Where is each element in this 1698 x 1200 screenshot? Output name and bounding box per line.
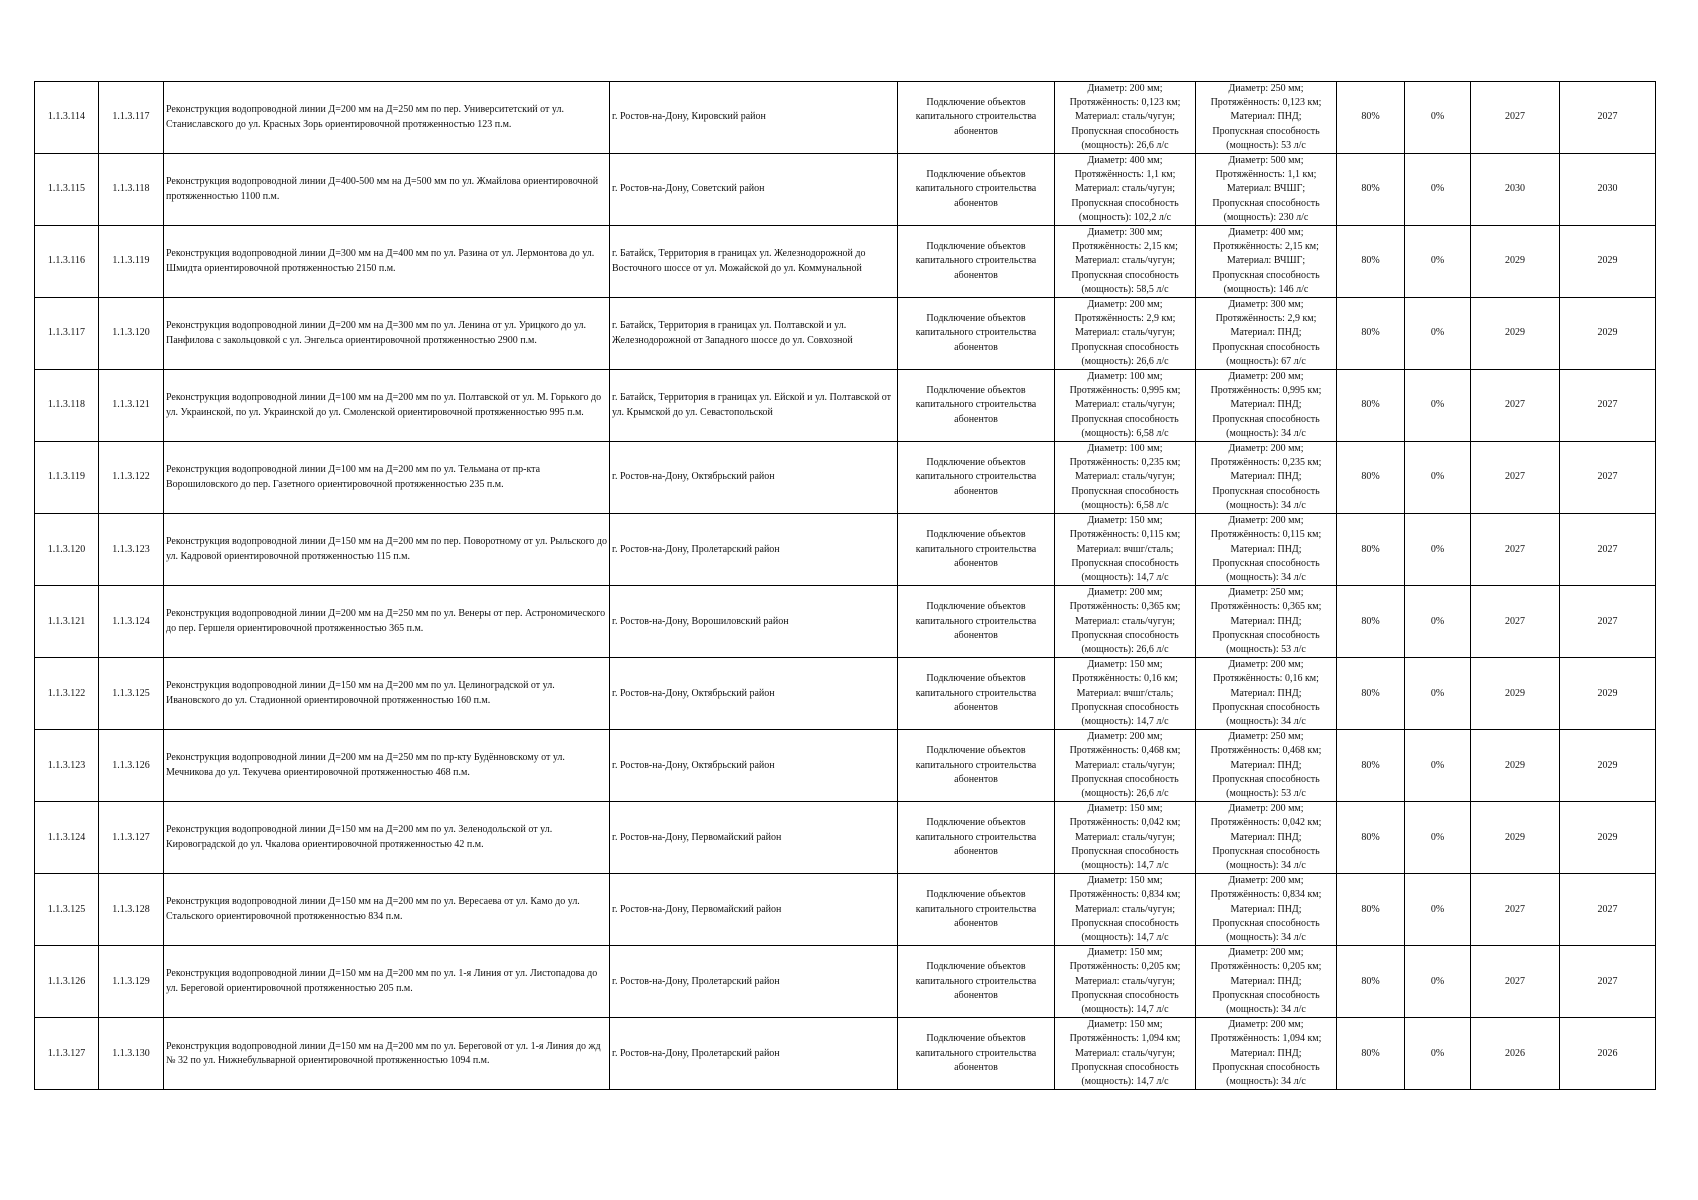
location-cell: г. Ростов-на-Дону, Октябрьский район bbox=[610, 442, 898, 514]
wear-before-cell: 80% bbox=[1337, 154, 1405, 226]
purpose-cell: Подключение объектов капитального строительства абонентов bbox=[898, 226, 1055, 298]
location-cell: г. Ростов-на-Дону, Октябрьский район bbox=[610, 658, 898, 730]
location-cell: г. Ростов-на-Дону, Кировский район bbox=[610, 82, 898, 154]
location-cell: г. Ростов-на-Дону, Пролетарский район bbox=[610, 946, 898, 1018]
table-row bbox=[35, 946, 1656, 1018]
wear-after-cell: 0% bbox=[1405, 730, 1471, 802]
row-number-cell: 1.1.3.114 bbox=[35, 82, 99, 154]
parameters-before-cell: Диаметр: 100 мм; Протяжённость: 0,995 км; Материал: сталь/чугун; Пропускная способность (мощность): 6,58 л/с bbox=[1055, 370, 1196, 442]
parameters-before-cell: Диаметр: 200 мм; Протяжённость: 0,365 км; Материал: сталь/чугун; Пропускная способность (мощность): 26,6 л/с bbox=[1055, 586, 1196, 658]
wear-before-cell: 80% bbox=[1337, 730, 1405, 802]
year-start-cell: 2030 bbox=[1471, 154, 1560, 226]
parameters-after-cell: Диаметр: 200 мм; Протяжённость: 0,995 км; Материал: ПНД; Пропускная способность (мощность): 34 л/с bbox=[1196, 370, 1337, 442]
table-row bbox=[35, 226, 1656, 298]
row-number-cell: 1.1.3.120 bbox=[35, 514, 99, 586]
row-number-cell: 1.1.3.127 bbox=[35, 1018, 99, 1090]
wear-before-cell: 80% bbox=[1337, 514, 1405, 586]
parameters-after-cell: Диаметр: 200 мм; Протяжённость: 0,16 км; Материал: ПНД; Пропускная способность (мощность): 34 л/с bbox=[1196, 658, 1337, 730]
year-end-cell: 2029 bbox=[1560, 298, 1656, 370]
wear-after-cell: 0% bbox=[1405, 82, 1471, 154]
wear-after-cell: 0% bbox=[1405, 514, 1471, 586]
investment-program-table bbox=[34, 81, 1656, 1090]
table-row bbox=[35, 298, 1656, 370]
year-start-cell: 2029 bbox=[1471, 802, 1560, 874]
row-number-cell: 1.1.3.116 bbox=[35, 226, 99, 298]
wear-before-cell: 80% bbox=[1337, 82, 1405, 154]
row-code-cell: 1.1.3.127 bbox=[99, 802, 164, 874]
year-end-cell: 2027 bbox=[1560, 514, 1656, 586]
purpose-cell: Подключение объектов капитального строительства абонентов bbox=[898, 442, 1055, 514]
table-row bbox=[35, 154, 1656, 226]
year-start-cell: 2026 bbox=[1471, 1018, 1560, 1090]
table-row bbox=[35, 1018, 1656, 1090]
row-number-cell: 1.1.3.115 bbox=[35, 154, 99, 226]
year-start-cell: 2029 bbox=[1471, 298, 1560, 370]
description-cell: Реконструкция водопроводной линии Д=150 мм на Д=200 мм по ул. Зеленодольской от ул. Кировоградской до ул. Чкалова ориентировочной протяженностью 42 п.м. bbox=[164, 802, 610, 874]
parameters-after-cell: Диаметр: 200 мм; Протяжённость: 0,205 км; Материал: ПНД; Пропускная способность (мощность): 34 л/с bbox=[1196, 946, 1337, 1018]
wear-after-cell: 0% bbox=[1405, 1018, 1471, 1090]
description-cell: Реконструкция водопроводной линии Д=300 мм на Д=400 мм по ул. Разина от ул. Лермонтова до ул. Шмидта ориентировочной протяженностью 2150 п.м. bbox=[164, 226, 610, 298]
location-cell: г. Батайск, Территория в границах ул. Железнодорожной до Восточного шоссе от ул. Можайской до ул. Коммунальной bbox=[610, 226, 898, 298]
parameters-after-cell: Диаметр: 400 мм; Протяжённость: 2,15 км; Материал: ВЧШГ; Пропускная способность (мощность): 146 л/с bbox=[1196, 226, 1337, 298]
purpose-cell: Подключение объектов капитального строительства абонентов bbox=[898, 514, 1055, 586]
wear-before-cell: 80% bbox=[1337, 226, 1405, 298]
row-code-cell: 1.1.3.129 bbox=[99, 946, 164, 1018]
row-code-cell: 1.1.3.124 bbox=[99, 586, 164, 658]
table-row bbox=[35, 730, 1656, 802]
year-end-cell: 2026 bbox=[1560, 1018, 1656, 1090]
table-row bbox=[35, 802, 1656, 874]
description-cell: Реконструкция водопроводной линии Д=200 мм на Д=250 мм по пер. Университетский от ул. Станиславского до ул. Красных Зорь ориентировочной протяженностью 123 п.м. bbox=[164, 82, 610, 154]
parameters-before-cell: Диаметр: 150 мм; Протяжённость: 1,094 км; Материал: сталь/чугун; Пропускная способность (мощность): 14,7 л/с bbox=[1055, 1018, 1196, 1090]
purpose-cell: Подключение объектов капитального строительства абонентов bbox=[898, 82, 1055, 154]
description-cell: Реконструкция водопроводной линии Д=150 мм на Д=200 мм по ул. Вересаева от ул. Камо до ул. Стальского ориентировочной протяженностью 834 п.м. bbox=[164, 874, 610, 946]
location-cell: г. Батайск, Территория в границах ул. Ейской и ул. Полтавской от ул. Крымской до ул. Севастопольской bbox=[610, 370, 898, 442]
year-end-cell: 2029 bbox=[1560, 658, 1656, 730]
wear-after-cell: 0% bbox=[1405, 802, 1471, 874]
wear-after-cell: 0% bbox=[1405, 442, 1471, 514]
row-number-cell: 1.1.3.125 bbox=[35, 874, 99, 946]
year-end-cell: 2027 bbox=[1560, 82, 1656, 154]
row-number-cell: 1.1.3.118 bbox=[35, 370, 99, 442]
year-end-cell: 2027 bbox=[1560, 370, 1656, 442]
purpose-cell: Подключение объектов капитального строительства абонентов bbox=[898, 370, 1055, 442]
table-body bbox=[35, 82, 1656, 1090]
parameters-before-cell: Диаметр: 150 мм; Протяжённость: 0,042 км; Материал: сталь/чугун; Пропускная способность (мощность): 14,7 л/с bbox=[1055, 802, 1196, 874]
row-number-cell: 1.1.3.119 bbox=[35, 442, 99, 514]
parameters-before-cell: Диаметр: 400 мм; Протяжённость: 1,1 км; Материал: сталь/чугун; Пропускная способность (мощность): 102,2 л/с bbox=[1055, 154, 1196, 226]
row-code-cell: 1.1.3.123 bbox=[99, 514, 164, 586]
table-row bbox=[35, 82, 1656, 154]
purpose-cell: Подключение объектов капитального строительства абонентов bbox=[898, 802, 1055, 874]
parameters-after-cell: Диаметр: 200 мм; Протяжённость: 0,235 км; Материал: ПНД; Пропускная способность (мощность): 34 л/с bbox=[1196, 442, 1337, 514]
wear-before-cell: 80% bbox=[1337, 442, 1405, 514]
purpose-cell: Подключение объектов капитального строительства абонентов bbox=[898, 298, 1055, 370]
wear-after-cell: 0% bbox=[1405, 154, 1471, 226]
wear-before-cell: 80% bbox=[1337, 586, 1405, 658]
description-cell: Реконструкция водопроводной линии Д=150 мм на Д=200 мм по ул. Береговой от ул. 1-я Линия до жд № 32 по ул. Нижнебульварной ориентировочной протяженностью 1094 п.м. bbox=[164, 1018, 610, 1090]
parameters-after-cell: Диаметр: 200 мм; Протяжённость: 0,042 км; Материал: ПНД; Пропускная способность (мощность): 34 л/с bbox=[1196, 802, 1337, 874]
description-cell: Реконструкция водопроводной линии Д=150 мм на Д=200 мм по ул. Целиноградской от ул. Ивановского до ул. Стадионной ориентировочной протяженностью 160 п.м. bbox=[164, 658, 610, 730]
location-cell: г. Батайск, Территория в границах ул. Полтавской и ул. Железнодорожной от Западного шоссе до ул. Совхозной bbox=[610, 298, 898, 370]
wear-after-cell: 0% bbox=[1405, 586, 1471, 658]
parameters-before-cell: Диаметр: 200 мм; Протяжённость: 0,123 км; Материал: сталь/чугун; Пропускная способность (мощность): 26,6 л/с bbox=[1055, 82, 1196, 154]
year-end-cell: 2029 bbox=[1560, 730, 1656, 802]
parameters-before-cell: Диаметр: 100 мм; Протяжённость: 0,235 км; Материал: сталь/чугун; Пропускная способность (мощность): 6,58 л/с bbox=[1055, 442, 1196, 514]
wear-before-cell: 80% bbox=[1337, 658, 1405, 730]
description-cell: Реконструкция водопроводной линии Д=100 мм на Д=200 мм по ул. Полтавской от ул. М. Горького до ул. Украинской, по ул. Украинской до ул. Смоленской ориентировочной протяженностью 995 п.м. bbox=[164, 370, 610, 442]
description-cell: Реконструкция водопроводной линии Д=200 мм на Д=300 мм по ул. Ленина от ул. Урицкого до ул. Панфилова с закольцовкой с ул. Энгельса ориентировочной протяженностью 2900 п.м. bbox=[164, 298, 610, 370]
row-number-cell: 1.1.3.122 bbox=[35, 658, 99, 730]
purpose-cell: Подключение объектов капитального строительства абонентов bbox=[898, 1018, 1055, 1090]
year-start-cell: 2027 bbox=[1471, 82, 1560, 154]
year-start-cell: 2029 bbox=[1471, 730, 1560, 802]
purpose-cell: Подключение объектов капитального строительства абонентов bbox=[898, 154, 1055, 226]
year-end-cell: 2029 bbox=[1560, 802, 1656, 874]
year-end-cell: 2027 bbox=[1560, 874, 1656, 946]
row-number-cell: 1.1.3.121 bbox=[35, 586, 99, 658]
row-code-cell: 1.1.3.122 bbox=[99, 442, 164, 514]
wear-after-cell: 0% bbox=[1405, 370, 1471, 442]
table-row bbox=[35, 658, 1656, 730]
purpose-cell: Подключение объектов капитального строительства абонентов bbox=[898, 658, 1055, 730]
location-cell: г. Ростов-на-Дону, Первомайский район bbox=[610, 802, 898, 874]
year-start-cell: 2027 bbox=[1471, 370, 1560, 442]
year-start-cell: 2029 bbox=[1471, 226, 1560, 298]
parameters-before-cell: Диаметр: 150 мм; Протяжённость: 0,16 км; Материал: вчшг/сталь; Пропускная способность (мощность): 14,7 л/с bbox=[1055, 658, 1196, 730]
row-number-cell: 1.1.3.117 bbox=[35, 298, 99, 370]
description-cell: Реконструкция водопроводной линии Д=200 мм на Д=250 мм по пр-кту Будённовскому от ул. Мечникова до ул. Текучева ориентировочной протяженностью 468 п.м. bbox=[164, 730, 610, 802]
parameters-after-cell: Диаметр: 250 мм; Протяжённость: 0,123 км; Материал: ПНД; Пропускная способность (мощность): 53 л/с bbox=[1196, 82, 1337, 154]
row-code-cell: 1.1.3.117 bbox=[99, 82, 164, 154]
description-cell: Реконструкция водопроводной линии Д=200 мм на Д=250 мм по ул. Венеры от пер. Астрономического до пер. Гершеля ориентировочной протяженностью 365 п.м. bbox=[164, 586, 610, 658]
location-cell: г. Ростов-на-Дону, Ворошиловский район bbox=[610, 586, 898, 658]
row-code-cell: 1.1.3.120 bbox=[99, 298, 164, 370]
year-end-cell: 2027 bbox=[1560, 442, 1656, 514]
location-cell: г. Ростов-на-Дону, Пролетарский район bbox=[610, 514, 898, 586]
wear-after-cell: 0% bbox=[1405, 658, 1471, 730]
description-cell: Реконструкция водопроводной линии Д=100 мм на Д=200 мм по ул. Тельмана от пр-кта Ворошиловского до пер. Газетного ориентировочной протяженностью 235 п.м. bbox=[164, 442, 610, 514]
row-number-cell: 1.1.3.123 bbox=[35, 730, 99, 802]
row-code-cell: 1.1.3.125 bbox=[99, 658, 164, 730]
parameters-after-cell: Диаметр: 200 мм; Протяжённость: 1,094 км; Материал: ПНД; Пропускная способность (мощность): 34 л/с bbox=[1196, 1018, 1337, 1090]
parameters-before-cell: Диаметр: 150 мм; Протяжённость: 0,205 км; Материал: сталь/чугун; Пропускная способность (мощность): 14,7 л/с bbox=[1055, 946, 1196, 1018]
row-number-cell: 1.1.3.124 bbox=[35, 802, 99, 874]
table-row bbox=[35, 514, 1656, 586]
wear-before-cell: 80% bbox=[1337, 1018, 1405, 1090]
wear-after-cell: 0% bbox=[1405, 874, 1471, 946]
table-row bbox=[35, 874, 1656, 946]
purpose-cell: Подключение объектов капитального строительства абонентов bbox=[898, 946, 1055, 1018]
document-sheet bbox=[34, 81, 1655, 1090]
year-end-cell: 2030 bbox=[1560, 154, 1656, 226]
row-code-cell: 1.1.3.121 bbox=[99, 370, 164, 442]
location-cell: г. Ростов-на-Дону, Октябрьский район bbox=[610, 730, 898, 802]
year-end-cell: 2027 bbox=[1560, 586, 1656, 658]
parameters-before-cell: Диаметр: 150 мм; Протяжённость: 0,115 км; Материал: вчшг/сталь; Пропускная способность (мощность): 14,7 л/с bbox=[1055, 514, 1196, 586]
wear-before-cell: 80% bbox=[1337, 802, 1405, 874]
wear-before-cell: 80% bbox=[1337, 946, 1405, 1018]
purpose-cell: Подключение объектов капитального строительства абонентов bbox=[898, 874, 1055, 946]
location-cell: г. Ростов-на-Дону, Первомайский район bbox=[610, 874, 898, 946]
wear-after-cell: 0% bbox=[1405, 946, 1471, 1018]
year-start-cell: 2027 bbox=[1471, 442, 1560, 514]
parameters-after-cell: Диаметр: 250 мм; Протяжённость: 0,468 км; Материал: ПНД; Пропускная способность (мощность): 53 л/с bbox=[1196, 730, 1337, 802]
year-end-cell: 2027 bbox=[1560, 946, 1656, 1018]
year-start-cell: 2027 bbox=[1471, 874, 1560, 946]
table-row bbox=[35, 442, 1656, 514]
year-start-cell: 2027 bbox=[1471, 514, 1560, 586]
table-row bbox=[35, 370, 1656, 442]
parameters-after-cell: Диаметр: 500 мм; Протяжённость: 1,1 км; Материал: ВЧШГ; Пропускная способность (мощность): 230 л/с bbox=[1196, 154, 1337, 226]
wear-after-cell: 0% bbox=[1405, 226, 1471, 298]
parameters-before-cell: Диаметр: 200 мм; Протяжённость: 0,468 км; Материал: сталь/чугун; Пропускная способность (мощность): 26,6 л/с bbox=[1055, 730, 1196, 802]
row-code-cell: 1.1.3.118 bbox=[99, 154, 164, 226]
wear-before-cell: 80% bbox=[1337, 874, 1405, 946]
year-start-cell: 2029 bbox=[1471, 658, 1560, 730]
year-start-cell: 2027 bbox=[1471, 946, 1560, 1018]
year-end-cell: 2029 bbox=[1560, 226, 1656, 298]
parameters-after-cell: Диаметр: 300 мм; Протяжённость: 2,9 км; Материал: ПНД; Пропускная способность (мощность): 67 л/с bbox=[1196, 298, 1337, 370]
table-row bbox=[35, 586, 1656, 658]
row-code-cell: 1.1.3.128 bbox=[99, 874, 164, 946]
row-number-cell: 1.1.3.126 bbox=[35, 946, 99, 1018]
row-code-cell: 1.1.3.119 bbox=[99, 226, 164, 298]
parameters-after-cell: Диаметр: 200 мм; Протяжённость: 0,115 км; Материал: ПНД; Пропускная способность (мощность): 34 л/с bbox=[1196, 514, 1337, 586]
purpose-cell: Подключение объектов капитального строительства абонентов bbox=[898, 586, 1055, 658]
purpose-cell: Подключение объектов капитального строительства абонентов bbox=[898, 730, 1055, 802]
wear-after-cell: 0% bbox=[1405, 298, 1471, 370]
row-code-cell: 1.1.3.126 bbox=[99, 730, 164, 802]
parameters-after-cell: Диаметр: 250 мм; Протяжённость: 0,365 км; Материал: ПНД; Пропускная способность (мощность): 53 л/с bbox=[1196, 586, 1337, 658]
location-cell: г. Ростов-на-Дону, Советский район bbox=[610, 154, 898, 226]
parameters-before-cell: Диаметр: 150 мм; Протяжённость: 0,834 км; Материал: сталь/чугун; Пропускная способность (мощность): 14,7 л/с bbox=[1055, 874, 1196, 946]
description-cell: Реконструкция водопроводной линии Д=400-500 мм на Д=500 мм по ул. Жмайлова ориентировочной протяженностью 1100 п.м. bbox=[164, 154, 610, 226]
wear-before-cell: 80% bbox=[1337, 298, 1405, 370]
parameters-before-cell: Диаметр: 200 мм; Протяжённость: 2,9 км; Материал: сталь/чугун; Пропускная способность (мощность): 26,6 л/с bbox=[1055, 298, 1196, 370]
parameters-after-cell: Диаметр: 200 мм; Протяжённость: 0,834 км; Материал: ПНД; Пропускная способность (мощность): 34 л/с bbox=[1196, 874, 1337, 946]
description-cell: Реконструкция водопроводной линии Д=150 мм на Д=200 мм по ул. 1-я Линия от ул. Листопадова до ул. Береговой ориентировочной протяженностью 205 п.м. bbox=[164, 946, 610, 1018]
description-cell: Реконструкция водопроводной линии Д=150 мм на Д=200 мм по пер. Поворотному от ул. Рыльского до ул. Кадровой ориентировочной протяженностью 115 п.м. bbox=[164, 514, 610, 586]
year-start-cell: 2027 bbox=[1471, 586, 1560, 658]
row-code-cell: 1.1.3.130 bbox=[99, 1018, 164, 1090]
location-cell: г. Ростов-на-Дону, Пролетарский район bbox=[610, 1018, 898, 1090]
parameters-before-cell: Диаметр: 300 мм; Протяжённость: 2,15 км; Материал: сталь/чугун; Пропускная способность (мощность): 58,5 л/с bbox=[1055, 226, 1196, 298]
wear-before-cell: 80% bbox=[1337, 370, 1405, 442]
